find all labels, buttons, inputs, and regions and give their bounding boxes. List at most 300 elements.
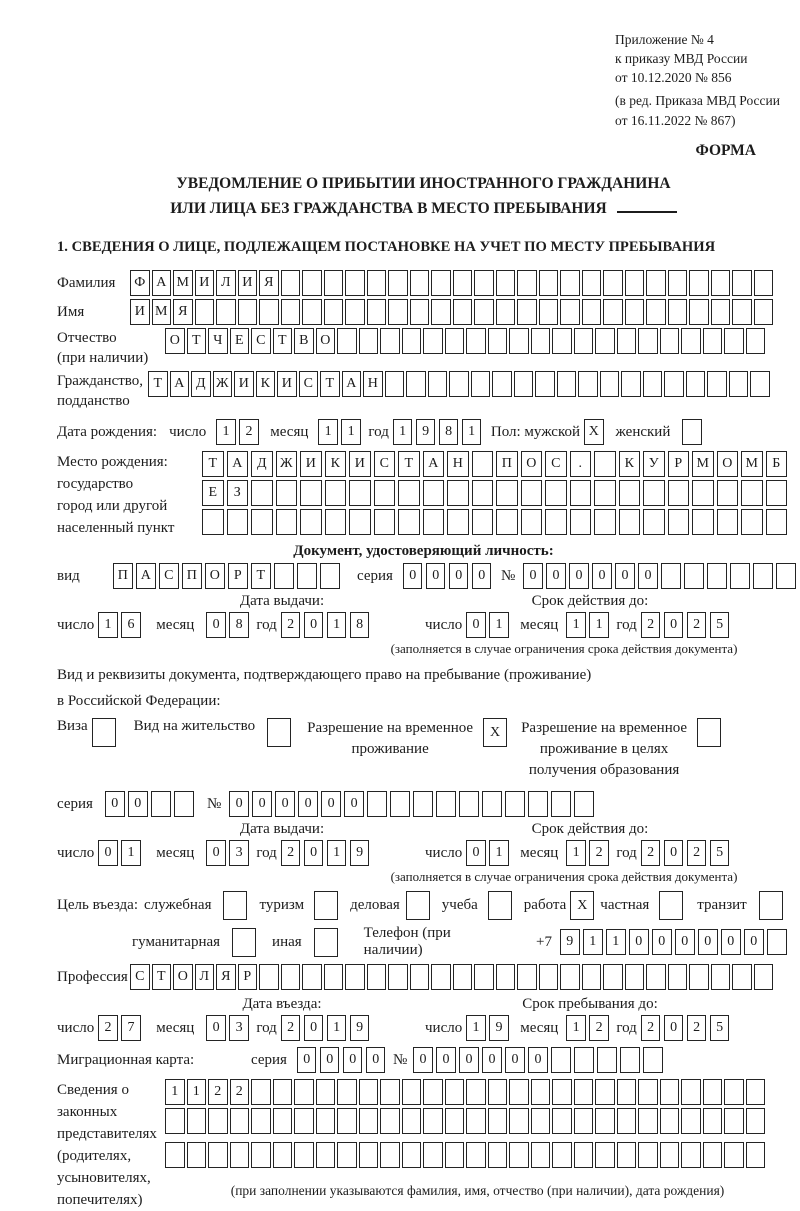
form-cell[interactable]: П — [113, 563, 133, 589]
form-cell[interactable] — [324, 299, 344, 325]
form-cell[interactable]: Я — [173, 299, 193, 325]
form-cell[interactable]: Т — [148, 371, 168, 397]
form-cell[interactable] — [574, 328, 594, 354]
form-cell[interactable]: 7 — [121, 1015, 141, 1041]
form-cell[interactable]: 2 — [687, 612, 707, 638]
checkbox-cell[interactable] — [659, 891, 683, 920]
form-cell[interactable] — [398, 480, 420, 506]
form-cell[interactable] — [227, 509, 249, 535]
form-cell[interactable] — [445, 328, 465, 354]
form-cell[interactable]: Н — [447, 451, 469, 477]
form-cell[interactable] — [531, 1079, 551, 1105]
form-cell[interactable]: Н — [363, 371, 383, 397]
form-cell[interactable] — [337, 328, 357, 354]
form-cell[interactable]: П — [182, 563, 202, 589]
form-cell[interactable] — [281, 964, 301, 990]
form-cell[interactable]: Р — [238, 964, 258, 990]
form-cell[interactable] — [729, 371, 749, 397]
checkbox-cell[interactable]: X — [570, 891, 594, 920]
form-cell[interactable] — [388, 270, 408, 296]
form-cell[interactable] — [423, 1108, 443, 1134]
form-cell[interactable]: А — [423, 451, 445, 477]
form-cell[interactable]: Т — [398, 451, 420, 477]
form-cell[interactable] — [187, 1108, 207, 1134]
form-cell[interactable]: Л — [216, 270, 236, 296]
form-cell[interactable]: 1 — [566, 612, 586, 638]
form-cell[interactable] — [545, 480, 567, 506]
form-cell[interactable] — [320, 563, 340, 589]
form-cell[interactable] — [251, 1108, 271, 1134]
form-cell[interactable] — [402, 1108, 422, 1134]
form-cell[interactable]: С — [130, 964, 150, 990]
form-cell[interactable] — [297, 563, 317, 589]
form-cell[interactable] — [273, 1079, 293, 1105]
form-cell[interactable] — [767, 929, 787, 955]
form-cell[interactable]: С — [545, 451, 567, 477]
form-cell[interactable] — [488, 1079, 508, 1105]
form-cell[interactable] — [660, 1108, 680, 1134]
form-cell[interactable] — [300, 480, 322, 506]
form-cell[interactable] — [294, 1079, 314, 1105]
form-cell[interactable] — [681, 1142, 701, 1168]
form-cell[interactable] — [620, 1047, 640, 1073]
form-cell[interactable] — [380, 328, 400, 354]
checkbox-cell[interactable]: X — [483, 718, 507, 747]
form-cell[interactable]: 0 — [569, 563, 589, 589]
form-cell[interactable] — [717, 509, 739, 535]
form-cell[interactable] — [617, 1108, 637, 1134]
form-cell[interactable]: О — [717, 451, 739, 477]
form-cell[interactable]: 0 — [229, 791, 249, 817]
form-cell[interactable]: 0 — [436, 1047, 456, 1073]
form-cell[interactable] — [625, 299, 645, 325]
form-cell[interactable] — [238, 299, 258, 325]
form-cell[interactable] — [496, 270, 516, 296]
form-cell[interactable]: 0 — [206, 840, 226, 866]
checkbox-cell[interactable] — [488, 891, 512, 920]
form-cell[interactable] — [273, 1108, 293, 1134]
form-cell[interactable]: Т — [320, 371, 340, 397]
form-cell[interactable]: 0 — [744, 929, 764, 955]
form-cell[interactable] — [302, 299, 322, 325]
form-cell[interactable] — [531, 328, 551, 354]
form-cell[interactable] — [746, 1079, 766, 1105]
form-cell[interactable] — [474, 270, 494, 296]
form-cell[interactable] — [445, 1108, 465, 1134]
form-cell[interactable]: 0 — [206, 1015, 226, 1041]
form-cell[interactable] — [732, 299, 752, 325]
form-cell[interactable] — [732, 964, 752, 990]
form-cell[interactable]: Ж — [276, 451, 298, 477]
form-cell[interactable]: И — [130, 299, 150, 325]
form-cell[interactable] — [509, 1142, 529, 1168]
form-cell[interactable] — [423, 480, 445, 506]
form-cell[interactable] — [367, 270, 387, 296]
form-cell[interactable] — [367, 299, 387, 325]
form-cell[interactable]: 0 — [321, 791, 341, 817]
form-cell[interactable] — [410, 270, 430, 296]
form-cell[interactable] — [746, 1108, 766, 1134]
form-cell[interactable] — [459, 791, 479, 817]
form-cell[interactable]: 2 — [641, 840, 661, 866]
form-cell[interactable]: М — [741, 451, 763, 477]
form-cell[interactable]: 0 — [298, 791, 318, 817]
form-cell[interactable]: 0 — [304, 1015, 324, 1041]
form-cell[interactable]: Я — [216, 964, 236, 990]
form-cell[interactable]: Е — [202, 480, 224, 506]
form-cell[interactable] — [505, 791, 525, 817]
form-cell[interactable]: 0 — [698, 929, 718, 955]
form-cell[interactable] — [359, 1108, 379, 1134]
form-cell[interactable]: П — [496, 451, 518, 477]
form-cell[interactable] — [638, 1079, 658, 1105]
form-cell[interactable] — [625, 270, 645, 296]
form-cell[interactable]: Д — [251, 451, 273, 477]
form-cell[interactable] — [380, 1142, 400, 1168]
form-cell[interactable] — [402, 1079, 422, 1105]
form-cell[interactable] — [703, 328, 723, 354]
form-cell[interactable] — [316, 1142, 336, 1168]
form-cell[interactable]: 2 — [208, 1079, 228, 1105]
form-cell[interactable] — [367, 791, 387, 817]
form-cell[interactable]: 0 — [105, 791, 125, 817]
checkbox-cell[interactable] — [759, 891, 783, 920]
form-cell[interactable]: О — [205, 563, 225, 589]
form-cell[interactable]: 0 — [320, 1047, 340, 1073]
form-cell[interactable]: Л — [195, 964, 215, 990]
form-cell[interactable] — [345, 299, 365, 325]
form-cell[interactable]: 6 — [121, 612, 141, 638]
form-cell[interactable] — [711, 964, 731, 990]
checkbox-cell[interactable] — [92, 718, 116, 747]
form-cell[interactable]: С — [251, 328, 271, 354]
form-cell[interactable] — [668, 299, 688, 325]
form-cell[interactable] — [539, 270, 559, 296]
form-cell[interactable]: 0 — [638, 563, 658, 589]
checkbox-cell[interactable] — [314, 891, 338, 920]
form-cell[interactable] — [165, 1142, 185, 1168]
form-cell[interactable] — [766, 509, 788, 535]
form-cell[interactable] — [509, 1108, 529, 1134]
form-cell[interactable]: К — [325, 451, 347, 477]
form-cell[interactable] — [619, 509, 641, 535]
form-cell[interactable] — [471, 371, 491, 397]
form-cell[interactable]: 0 — [523, 563, 543, 589]
form-cell[interactable]: Ч — [208, 328, 228, 354]
form-cell[interactable] — [660, 328, 680, 354]
form-cell[interactable] — [741, 509, 763, 535]
form-cell[interactable] — [423, 1142, 443, 1168]
form-cell[interactable] — [453, 270, 473, 296]
checkbox-cell[interactable] — [314, 928, 338, 957]
form-cell[interactable] — [603, 299, 623, 325]
form-cell[interactable] — [509, 328, 529, 354]
form-cell[interactable]: И — [238, 270, 258, 296]
form-cell[interactable] — [521, 480, 543, 506]
form-cell[interactable]: Я — [259, 270, 279, 296]
form-cell[interactable]: 0 — [466, 612, 486, 638]
form-cell[interactable] — [594, 480, 616, 506]
form-cell[interactable]: Р — [668, 451, 690, 477]
form-cell[interactable]: 1 — [606, 929, 626, 955]
form-cell[interactable] — [517, 299, 537, 325]
form-cell[interactable]: 1 — [566, 840, 586, 866]
form-cell[interactable]: 0 — [449, 563, 469, 589]
form-cell[interactable] — [251, 509, 273, 535]
form-cell[interactable]: 2 — [641, 612, 661, 638]
form-cell[interactable] — [337, 1079, 357, 1105]
form-cell[interactable] — [488, 1142, 508, 1168]
form-cell[interactable]: А — [152, 270, 172, 296]
form-cell[interactable] — [528, 791, 548, 817]
form-cell[interactable] — [300, 509, 322, 535]
form-cell[interactable] — [684, 563, 704, 589]
form-cell[interactable]: 2 — [687, 1015, 707, 1041]
form-cell[interactable]: 0 — [675, 929, 695, 955]
form-cell[interactable] — [374, 509, 396, 535]
checkbox-cell[interactable]: X — [584, 419, 604, 445]
checkbox-cell[interactable] — [406, 891, 430, 920]
form-cell[interactable]: 0 — [304, 612, 324, 638]
form-cell[interactable]: 0 — [546, 563, 566, 589]
form-cell[interactable] — [574, 1047, 594, 1073]
form-cell[interactable] — [638, 328, 658, 354]
form-cell[interactable] — [359, 328, 379, 354]
form-cell[interactable] — [570, 480, 592, 506]
form-cell[interactable]: 9 — [350, 1015, 370, 1041]
form-cell[interactable]: 1 — [341, 419, 361, 445]
form-cell[interactable] — [445, 1142, 465, 1168]
form-cell[interactable] — [692, 509, 714, 535]
form-cell[interactable] — [517, 964, 537, 990]
form-cell[interactable]: 0 — [652, 929, 672, 955]
form-cell[interactable] — [689, 299, 709, 325]
form-cell[interactable] — [539, 964, 559, 990]
form-cell[interactable] — [664, 371, 684, 397]
form-cell[interactable]: Д — [191, 371, 211, 397]
form-cell[interactable]: 0 — [629, 929, 649, 955]
form-cell[interactable] — [643, 1047, 663, 1073]
form-cell[interactable]: 2 — [281, 840, 301, 866]
form-cell[interactable] — [681, 1079, 701, 1105]
form-cell[interactable] — [496, 480, 518, 506]
form-cell[interactable]: М — [692, 451, 714, 477]
form-cell[interactable] — [472, 480, 494, 506]
form-cell[interactable] — [202, 509, 224, 535]
form-cell[interactable]: 0 — [664, 840, 684, 866]
form-cell[interactable] — [445, 1079, 465, 1105]
form-cell[interactable]: Е — [230, 328, 250, 354]
form-cell[interactable] — [337, 1142, 357, 1168]
form-cell[interactable]: А — [170, 371, 190, 397]
form-cell[interactable] — [746, 1142, 766, 1168]
form-cell[interactable]: 3 — [229, 1015, 249, 1041]
form-cell[interactable] — [349, 509, 371, 535]
form-cell[interactable] — [281, 270, 301, 296]
form-cell[interactable] — [595, 1108, 615, 1134]
form-cell[interactable] — [474, 964, 494, 990]
form-cell[interactable] — [692, 480, 714, 506]
form-cell[interactable]: Т — [273, 328, 293, 354]
form-cell[interactable]: 1 — [466, 1015, 486, 1041]
form-cell[interactable] — [276, 480, 298, 506]
form-cell[interactable]: 0 — [403, 563, 423, 589]
form-cell[interactable] — [570, 509, 592, 535]
form-cell[interactable]: А — [136, 563, 156, 589]
form-cell[interactable] — [325, 480, 347, 506]
form-cell[interactable] — [423, 509, 445, 535]
form-cell[interactable] — [539, 299, 559, 325]
form-cell[interactable] — [496, 299, 516, 325]
form-cell[interactable]: О — [316, 328, 336, 354]
form-cell[interactable]: 1 — [589, 612, 609, 638]
checkbox-cell[interactable] — [697, 718, 721, 747]
form-cell[interactable] — [600, 371, 620, 397]
form-cell[interactable] — [574, 791, 594, 817]
form-cell[interactable] — [281, 299, 301, 325]
form-cell[interactable]: 2 — [281, 612, 301, 638]
form-cell[interactable] — [251, 480, 273, 506]
form-cell[interactable] — [398, 509, 420, 535]
form-cell[interactable] — [668, 270, 688, 296]
form-cell[interactable]: 1 — [583, 929, 603, 955]
form-cell[interactable]: М — [173, 270, 193, 296]
form-cell[interactable] — [165, 1108, 185, 1134]
form-cell[interactable] — [230, 1142, 250, 1168]
form-cell[interactable]: 1 — [489, 612, 509, 638]
form-cell[interactable] — [251, 1142, 271, 1168]
form-cell[interactable]: 0 — [426, 563, 446, 589]
form-cell[interactable] — [643, 371, 663, 397]
form-cell[interactable] — [274, 563, 294, 589]
form-cell[interactable] — [617, 1079, 637, 1105]
form-cell[interactable] — [380, 1108, 400, 1134]
form-cell[interactable]: 9 — [350, 840, 370, 866]
form-cell[interactable] — [617, 328, 637, 354]
form-cell[interactable]: 1 — [318, 419, 338, 445]
form-cell[interactable] — [324, 964, 344, 990]
form-cell[interactable] — [595, 1079, 615, 1105]
form-cell[interactable]: О — [521, 451, 543, 477]
form-cell[interactable] — [259, 299, 279, 325]
form-cell[interactable] — [208, 1142, 228, 1168]
form-cell[interactable]: 2 — [230, 1079, 250, 1105]
form-cell[interactable]: Б — [766, 451, 788, 477]
form-cell[interactable] — [646, 270, 666, 296]
form-cell[interactable]: 0 — [275, 791, 295, 817]
form-cell[interactable]: 1 — [327, 1015, 347, 1041]
form-cell[interactable] — [488, 1108, 508, 1134]
form-cell[interactable] — [552, 1108, 572, 1134]
form-cell[interactable]: 1 — [489, 840, 509, 866]
form-cell[interactable]: 0 — [128, 791, 148, 817]
form-cell[interactable]: Т — [202, 451, 224, 477]
form-cell[interactable]: 3 — [229, 840, 249, 866]
form-cell[interactable]: И — [277, 371, 297, 397]
form-cell[interactable] — [531, 1108, 551, 1134]
form-cell[interactable]: М — [152, 299, 172, 325]
form-cell[interactable] — [174, 791, 194, 817]
form-cell[interactable] — [638, 1108, 658, 1134]
form-cell[interactable]: 2 — [641, 1015, 661, 1041]
form-cell[interactable] — [294, 1142, 314, 1168]
form-cell[interactable]: Р — [228, 563, 248, 589]
form-cell[interactable]: 1 — [327, 612, 347, 638]
form-cell[interactable]: У — [643, 451, 665, 477]
form-cell[interactable] — [552, 1142, 572, 1168]
form-cell[interactable]: О — [165, 328, 185, 354]
form-cell[interactable] — [449, 371, 469, 397]
form-cell[interactable]: 0 — [343, 1047, 363, 1073]
form-cell[interactable] — [661, 563, 681, 589]
form-cell[interactable]: Т — [187, 328, 207, 354]
form-cell[interactable] — [496, 509, 518, 535]
form-cell[interactable]: 0 — [472, 563, 492, 589]
checkbox-cell[interactable] — [232, 928, 256, 957]
form-cell[interactable] — [496, 964, 516, 990]
form-cell[interactable] — [273, 1142, 293, 1168]
form-cell[interactable] — [668, 480, 690, 506]
form-cell[interactable]: 5 — [710, 1015, 730, 1041]
form-cell[interactable] — [195, 299, 215, 325]
form-cell[interactable] — [730, 563, 750, 589]
form-cell[interactable]: 1 — [566, 1015, 586, 1041]
form-cell[interactable] — [621, 371, 641, 397]
form-cell[interactable] — [750, 371, 770, 397]
form-cell[interactable] — [385, 371, 405, 397]
form-cell[interactable]: 1 — [121, 840, 141, 866]
form-cell[interactable] — [472, 509, 494, 535]
form-cell[interactable]: К — [256, 371, 276, 397]
form-cell[interactable] — [754, 964, 774, 990]
form-cell[interactable] — [557, 371, 577, 397]
form-cell[interactable]: . — [570, 451, 592, 477]
form-cell[interactable] — [578, 371, 598, 397]
form-cell[interactable] — [724, 1142, 744, 1168]
form-cell[interactable] — [717, 480, 739, 506]
form-cell[interactable] — [431, 270, 451, 296]
form-cell[interactable] — [474, 299, 494, 325]
form-cell[interactable] — [681, 328, 701, 354]
form-cell[interactable] — [582, 964, 602, 990]
form-cell[interactable] — [187, 1142, 207, 1168]
form-cell[interactable] — [703, 1108, 723, 1134]
form-cell[interactable] — [551, 1047, 571, 1073]
form-cell[interactable] — [472, 451, 494, 477]
form-cell[interactable]: 5 — [710, 612, 730, 638]
form-cell[interactable] — [294, 1108, 314, 1134]
form-cell[interactable]: 0 — [252, 791, 272, 817]
form-cell[interactable] — [447, 480, 469, 506]
form-cell[interactable] — [603, 270, 623, 296]
form-cell[interactable] — [617, 1142, 637, 1168]
form-cell[interactable] — [668, 509, 690, 535]
form-cell[interactable]: 0 — [366, 1047, 386, 1073]
form-cell[interactable] — [668, 964, 688, 990]
form-cell[interactable]: 0 — [304, 840, 324, 866]
form-cell[interactable] — [582, 270, 602, 296]
form-cell[interactable] — [754, 270, 774, 296]
form-cell[interactable] — [259, 964, 279, 990]
form-cell[interactable]: А — [342, 371, 362, 397]
form-cell[interactable] — [345, 964, 365, 990]
checkbox-cell[interactable] — [267, 718, 291, 747]
form-cell[interactable]: 0 — [615, 563, 635, 589]
form-cell[interactable]: С — [374, 451, 396, 477]
form-cell[interactable]: А — [227, 451, 249, 477]
form-cell[interactable]: 1 — [327, 840, 347, 866]
form-cell[interactable]: 1 — [98, 612, 118, 638]
